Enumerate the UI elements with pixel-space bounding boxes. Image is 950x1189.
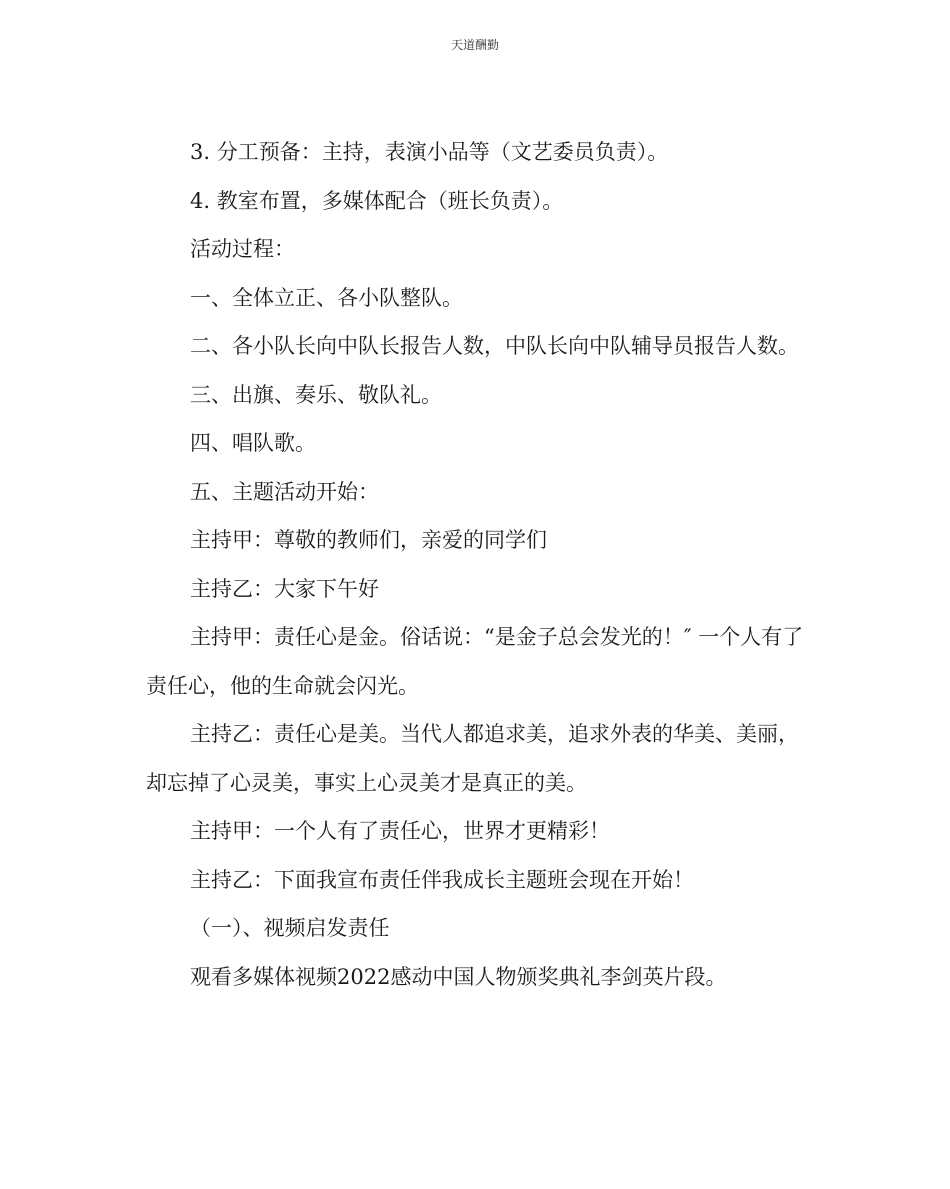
document-body — [146, 128, 806, 1001]
paragraph-host-a-2: 主持甲：责任心是金。俗话说：“是金子总会发光的！″ 一个人有了责任心，他的生命就会闪光。 — [146, 625, 804, 698]
paragraph-host-a-1: 主持甲：尊敬的教师们，亲爱的同学们 — [190, 528, 547, 552]
paragraph-prep-4: 4. 教室布置，多媒体配合（班长负责）。 — [190, 188, 564, 213]
paragraph-host-b-3: 主持乙：下面我宣布责任伴我成长主题班会现在开始！ — [190, 867, 694, 892]
paragraph-video-desc: 观看多媒体视频2022感动中国人物颁奖典礼李剑英片段。 — [190, 964, 727, 989]
paragraph-step-4: 四、唱队歌。 — [190, 431, 316, 455]
paragraph-step-5: 五、主题活动开始： — [190, 479, 379, 504]
paragraph-host-b-1: 主持乙：大家下午好 — [190, 576, 379, 601]
paragraph-step-1: 一、全体立正、各小队整队。 — [190, 285, 463, 310]
paragraph-step-2: 二、各小队长向中队长报告人数，中队长向中队辅导员报告人数。 — [190, 334, 799, 358]
paragraph-host-a-3: 主持甲：一个人有了责任心，世界才更精彩！ — [190, 819, 610, 843]
paragraph-process-heading: 活动过程： — [190, 237, 295, 261]
paragraph-section-video: （一）、视频启发责任 — [190, 916, 390, 940]
page-header: 天道酬勤 — [450, 38, 499, 52]
paragraph-host-b-2: 主持乙：责任心是美。当代人都追求美，追求外表的华美、美丽，却忘掉了心灵美，事实上心灵美才是真正的美。 — [146, 722, 799, 795]
paragraph-prep-3: 3. 分工预备：主持，表演小品等（文艺委员负责）。 — [190, 140, 669, 164]
paragraph-step-3: 三、出旗、奏乐、敬队礼。 — [190, 382, 442, 407]
